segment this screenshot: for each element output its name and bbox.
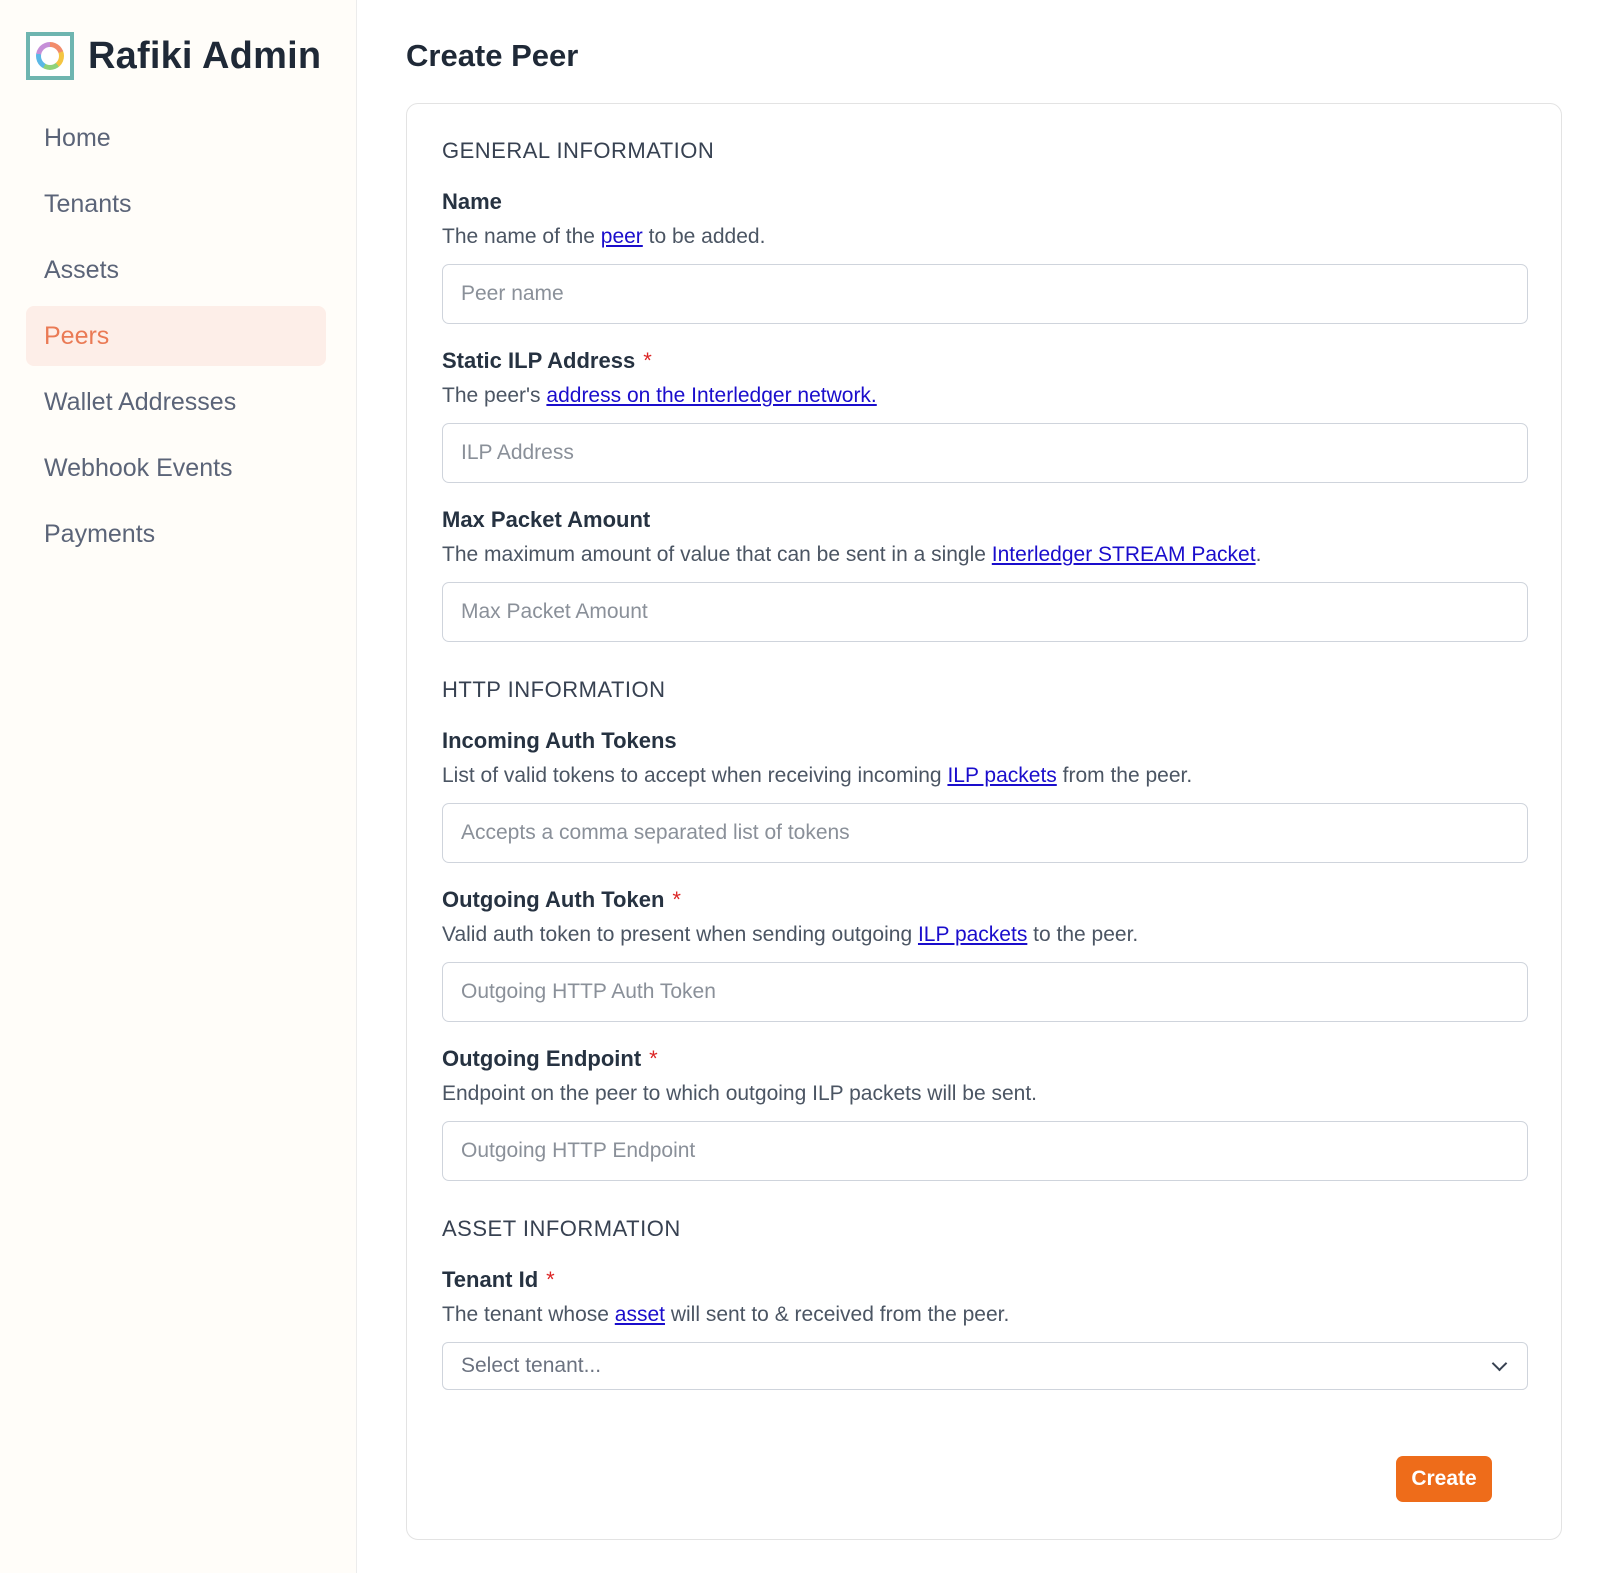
max-packet-amount-input[interactable] (442, 582, 1528, 642)
sidebar-item-tenants[interactable]: Tenants (44, 190, 132, 218)
sidebar-item-webhook-events[interactable]: Webhook Events (44, 454, 233, 482)
tenant-select-value: Select tenant... (461, 1354, 602, 1377)
sidebar-item-payments[interactable]: Payments (44, 520, 156, 548)
sidebar (0, 0, 357, 1573)
required-marker: * (649, 1046, 658, 1071)
sidebar-item-home[interactable]: Home (44, 124, 111, 152)
asset-information-heading: ASSET INFORMATION (442, 1216, 681, 1241)
ilp-address-input[interactable] (442, 423, 1528, 483)
name-label: Name (442, 189, 502, 214)
outgoing-auth-token-label: Outgoing Auth Token * (442, 887, 681, 912)
required-marker: * (643, 348, 652, 373)
outgoing-auth-token-input[interactable] (442, 962, 1528, 1022)
incoming-auth-tokens-description: List of valid tokens to accept when receiving incoming ILP packets from the peer. (442, 764, 1193, 787)
sidebar-item-peers[interactable]: Peers (26, 306, 326, 366)
general-information-heading: GENERAL INFORMATION (442, 138, 715, 163)
required-marker: * (546, 1267, 555, 1292)
outgoing-endpoint-description: Endpoint on the peer to which outgoing ILP packets will be sent. (442, 1082, 1038, 1105)
http-information-heading: HTTP INFORMATION (442, 677, 666, 702)
static-ilp-address-label: Static ILP Address * (442, 348, 652, 373)
asset-link[interactable]: asset (614, 1303, 665, 1326)
page-title: Create Peer (406, 38, 579, 73)
peer-link[interactable]: peer (600, 225, 643, 248)
tenant-select[interactable] (442, 1342, 1528, 1390)
tenant-id-description: The tenant whose asset will sent to & received from the peer. (442, 1303, 1010, 1326)
static-ilp-address-description: The peer's address on the Interledger network. (442, 384, 877, 407)
stream-packet-link[interactable]: Interledger STREAM Packet (991, 543, 1256, 566)
peer-name-input[interactable] (442, 264, 1528, 324)
chevron-down-icon (1492, 1355, 1508, 1371)
ilp-packets-link[interactable]: ILP packets (947, 764, 1057, 787)
max-packet-amount-description: The maximum amount of value that can be sent in a single Interledger STREAM Packet. (442, 543, 1262, 566)
incoming-auth-tokens-input[interactable] (442, 803, 1528, 863)
ilp-address-link[interactable]: address on the Interledger network. (546, 384, 877, 407)
sidebar-item-assets[interactable]: Assets (44, 256, 120, 284)
max-packet-amount-label: Max Packet Amount (442, 507, 651, 532)
sidebar-nav (26, 108, 326, 570)
ilp-packets-link[interactable]: ILP packets (917, 923, 1028, 946)
brand[interactable] (26, 32, 321, 80)
app-title: Rafiki Admin (88, 34, 322, 77)
name-description: The name of the peer to be added. (442, 225, 766, 248)
tenant-id-label: Tenant Id * (442, 1267, 555, 1292)
incoming-auth-tokens-label: Incoming Auth Tokens (442, 728, 677, 753)
required-marker: * (672, 887, 681, 912)
sidebar-item-wallet-addresses[interactable]: Wallet Addresses (44, 388, 237, 416)
create-peer-form (406, 103, 1562, 1540)
rafiki-logo-icon (26, 32, 74, 80)
outgoing-endpoint-input[interactable] (442, 1121, 1528, 1181)
outgoing-endpoint-label: Outgoing Endpoint * (442, 1046, 658, 1071)
create-button[interactable]: Create (1396, 1456, 1492, 1502)
outgoing-auth-token-description: Valid auth token to present when sending outgoing ILP packets to the peer. (442, 923, 1139, 946)
